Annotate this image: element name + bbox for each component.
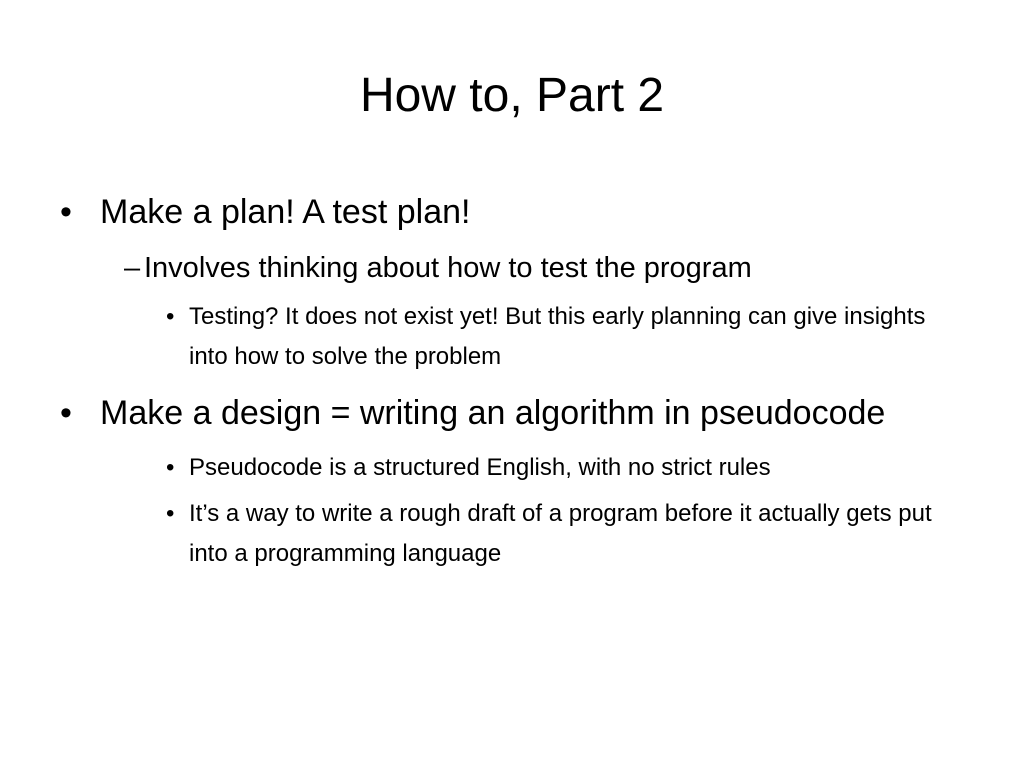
slide-body bbox=[60, 186, 960, 574]
bullet-marker: • bbox=[60, 394, 72, 432]
bullet-marker: • bbox=[60, 193, 72, 231]
bullet-item-2 bbox=[60, 387, 960, 440]
bullet-marker: • bbox=[166, 500, 175, 527]
sub-sub-bullet-text: Testing? It does not exist yet! But this early planning can give insights into how to solve the problem bbox=[189, 303, 926, 370]
sub-bullet-item-1-1 bbox=[60, 239, 960, 297]
dash-marker: – bbox=[124, 252, 141, 284]
sub-sub-bullet-text: Pseudocode is a structured English, with no strict rules bbox=[189, 454, 771, 481]
bullet-text: Make a design = writing an algorithm in pseudocode bbox=[100, 394, 886, 432]
sub-sub-bullet-text: It’s a way to write a rough draft of a program before it actually gets put into a programming language bbox=[189, 500, 932, 567]
sub-sub-bullet-item-2-1 bbox=[60, 448, 960, 488]
slide-title: How to, Part 2 bbox=[359, 69, 665, 122]
bullet-text: Make a plan! A test plan! bbox=[100, 193, 471, 231]
bullet-item-1 bbox=[60, 186, 960, 239]
sub-sub-bullet-item-1-1-1 bbox=[60, 297, 960, 377]
bullet-marker: • bbox=[166, 454, 175, 481]
bullet-marker: • bbox=[166, 303, 175, 330]
sub-bullet-text: Involves thinking about how to test the program bbox=[144, 252, 752, 284]
sub-sub-bullet-item-2-2 bbox=[60, 494, 960, 574]
